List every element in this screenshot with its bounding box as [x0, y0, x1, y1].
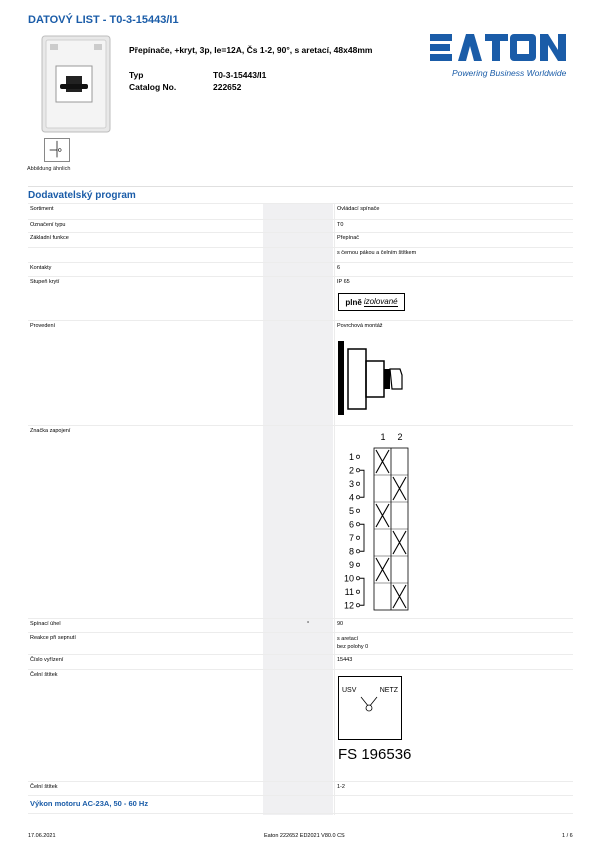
- front-plate: [338, 676, 402, 740]
- front-plate-code: FS 196536: [338, 746, 412, 763]
- motor-section-row: [28, 795, 573, 814]
- table-row: [28, 320, 573, 423]
- product-description: Přepínače, +kryt, 3p, Ie=12A, Čs 1-2, 90°, s aretací, 48x48mm: [129, 45, 373, 55]
- contact-x-mark: [393, 477, 406, 500]
- terminal-label: 8: [348, 546, 354, 557]
- front-plate-left-label: USV: [342, 687, 357, 694]
- row-label: Značka zapojení: [30, 428, 71, 434]
- terminal-dot: [356, 496, 359, 499]
- terminal-dot: [356, 509, 359, 512]
- contact-x-mark: [376, 558, 389, 581]
- switch-symbol-icon: [44, 138, 70, 162]
- terminal-label: 1: [348, 451, 354, 462]
- header-divider: [28, 186, 573, 187]
- table-row: [28, 781, 573, 794]
- row-value: 6: [337, 265, 341, 271]
- table-row: [28, 247, 573, 260]
- row-value: 15443: [337, 657, 353, 663]
- row-label: Kontakty: [30, 265, 52, 271]
- table-row: [28, 203, 573, 216]
- terminal-label: 11: [344, 586, 354, 597]
- product-image: [40, 32, 112, 134]
- motor-heading: Výkon motoru AC-23A, 50 - 60 Hz: [30, 799, 149, 808]
- table-row: [28, 669, 573, 778]
- row-value: Ovládací spínače: [337, 206, 380, 212]
- terminal-dot: [356, 604, 359, 607]
- insulation-badge: plně izolované: [338, 293, 405, 311]
- contact-x-mark: [393, 531, 406, 554]
- row-value-2: bez polohy 0: [337, 644, 369, 650]
- table-row: [28, 232, 573, 245]
- terminal-label: 10: [343, 573, 354, 584]
- surface-mount-drawing: [336, 339, 412, 419]
- table-row: [28, 219, 573, 232]
- row-value: s aretací: [337, 636, 359, 642]
- row-value: 90: [337, 621, 344, 627]
- row-marker: °: [307, 621, 310, 627]
- terminal-dot: [356, 482, 359, 485]
- table-row: [28, 425, 573, 616]
- image-caption: Abbildung ähnlich: [27, 166, 71, 172]
- footer-page: 1 / 6: [562, 833, 573, 839]
- table-row: [28, 276, 573, 315]
- wiring-column-label: 2: [397, 432, 403, 442]
- row-label: Označení typu: [30, 222, 66, 228]
- row-value: T0: [337, 222, 344, 228]
- wiring-column-label: 1: [380, 432, 386, 442]
- row-label: Provedení: [30, 323, 56, 329]
- row-label: Základní funkce: [30, 235, 69, 241]
- table-row: [28, 632, 573, 655]
- footer-date: 17.06.2021: [28, 833, 56, 839]
- row-value: s černou pákou a čelním štítkem: [337, 250, 417, 256]
- row-label: Stupeň krytí: [30, 279, 60, 285]
- terminal-dot: [356, 590, 359, 593]
- terminal-dot: [356, 523, 359, 526]
- terminal-dot: [356, 577, 359, 580]
- section-title: Dodavatelský program: [28, 190, 136, 201]
- terminal-dot: [356, 536, 359, 539]
- row-label: Spínací úhel: [30, 621, 61, 627]
- terminal-dot: [356, 455, 359, 458]
- type-label: Typ: [129, 70, 144, 80]
- terminal-label: 3: [348, 478, 354, 489]
- row-label: Sortiment: [30, 206, 54, 212]
- selector-arrows-icon: [339, 677, 400, 738]
- row-value: 1-2: [337, 784, 345, 790]
- terminal-label: 6: [348, 519, 354, 530]
- table-row: [28, 654, 573, 667]
- spec-table: [28, 203, 573, 815]
- wiring-bridge: [360, 578, 364, 605]
- terminal-label: 12: [343, 600, 354, 611]
- row-label: Reakce při sepnutí: [30, 635, 76, 641]
- terminal-label: 2: [348, 465, 354, 476]
- footer-center: Eaton 222652 ED2021 V80.0 CS: [264, 833, 345, 839]
- row-value: Povrchová montáž: [337, 323, 383, 329]
- terminal-label: 5: [348, 505, 354, 516]
- wiring-bridge: [360, 524, 364, 551]
- row-value: IP 65: [337, 279, 350, 285]
- type-value: T0-3-15443/I1: [213, 70, 267, 80]
- terminal-dot: [356, 563, 359, 566]
- terminal-dot: [356, 550, 359, 553]
- contact-x-mark: [376, 504, 389, 527]
- front-plate-right-label: NETZ: [379, 687, 398, 694]
- catalog-value: 222652: [213, 82, 242, 92]
- catalog-label: Catalog No.: [129, 82, 177, 92]
- terminal-label: 7: [348, 532, 354, 543]
- eaton-slogan: Powering Business Worldwide: [452, 68, 567, 78]
- page-title: DATOVÝ LIST - T0-3-15443/I1: [28, 14, 179, 26]
- contact-x-mark: [376, 450, 389, 473]
- contact-x-mark: [393, 585, 406, 608]
- terminal-dot: [356, 469, 359, 472]
- wiring-bridge: [360, 470, 364, 497]
- row-label: Číslo vyřízení: [30, 657, 64, 663]
- terminal-label: 9: [348, 559, 354, 570]
- row-value: Přepínač: [337, 235, 360, 241]
- row-label: Čelní štítek: [30, 784, 58, 790]
- terminal-label: 4: [348, 492, 354, 503]
- table-row: [28, 262, 573, 275]
- row-label: Čelní štítek: [30, 672, 58, 678]
- table-row: [28, 618, 573, 631]
- wiring-diagram: [340, 432, 410, 614]
